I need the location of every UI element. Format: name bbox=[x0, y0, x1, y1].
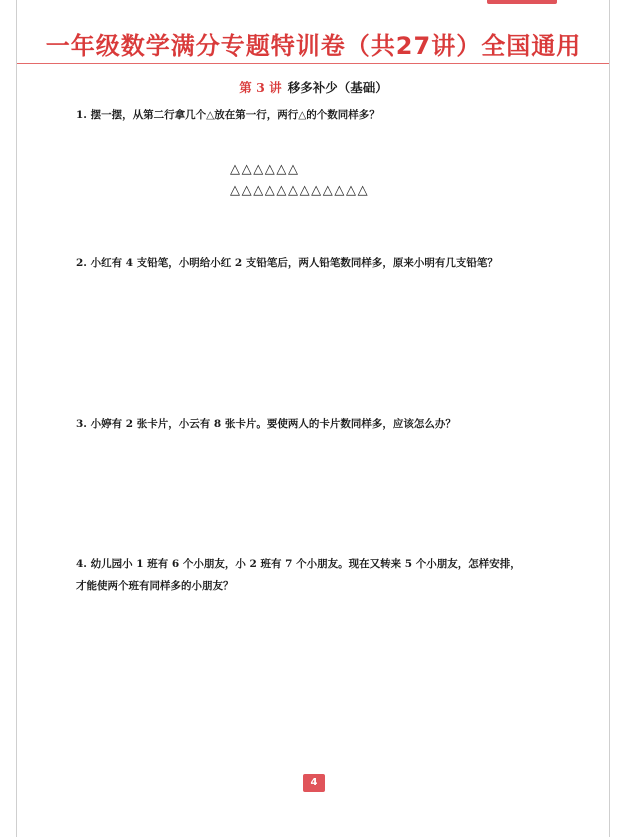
banner-divider bbox=[17, 63, 609, 64]
question-4-text-line-1: 4. 幼儿园小 1 班有 6 个小朋友，小 2 班有 7 个小朋友。现在又转来 5 个小朋友，怎样安排， bbox=[76, 558, 521, 570]
lecture-title: 移多补少（基础） bbox=[287, 80, 388, 95]
lecture-number: 第 3 讲 bbox=[239, 80, 282, 95]
question-2 bbox=[76, 252, 556, 274]
question-1 bbox=[76, 104, 556, 126]
question-4 bbox=[76, 553, 556, 597]
question-4-text-line-2: 才能使两个班有同样多的小朋友？ bbox=[76, 580, 234, 592]
triangle-row-1: △△△△△△ bbox=[230, 162, 300, 177]
banner-title: 一年级数学满分专题特训卷（共27讲）全国通用 bbox=[45, 32, 582, 60]
question-3 bbox=[76, 413, 556, 435]
question-1-text: 1. 摆一摆，从第二行拿几个△放在第一行，两行△的个数同样多？ bbox=[76, 109, 380, 121]
page-number-badge: 4 bbox=[303, 774, 325, 792]
question-3-text: 3. 小婷有 2 张卡片，小云有 8 张卡片。要使两人的卡片数同样多，应该怎么办？ bbox=[76, 418, 456, 430]
top-tab-decoration bbox=[487, 0, 557, 4]
lecture-heading bbox=[0, 78, 627, 96]
triangle-row-2: △△△△△△△△△△△△ bbox=[230, 183, 370, 198]
question-2-text: 2. 小红有 4 支铅笔，小明给小红 2 支铅笔后，两人铅笔数同样多，原来小明有几支铅笔？ bbox=[76, 257, 498, 269]
